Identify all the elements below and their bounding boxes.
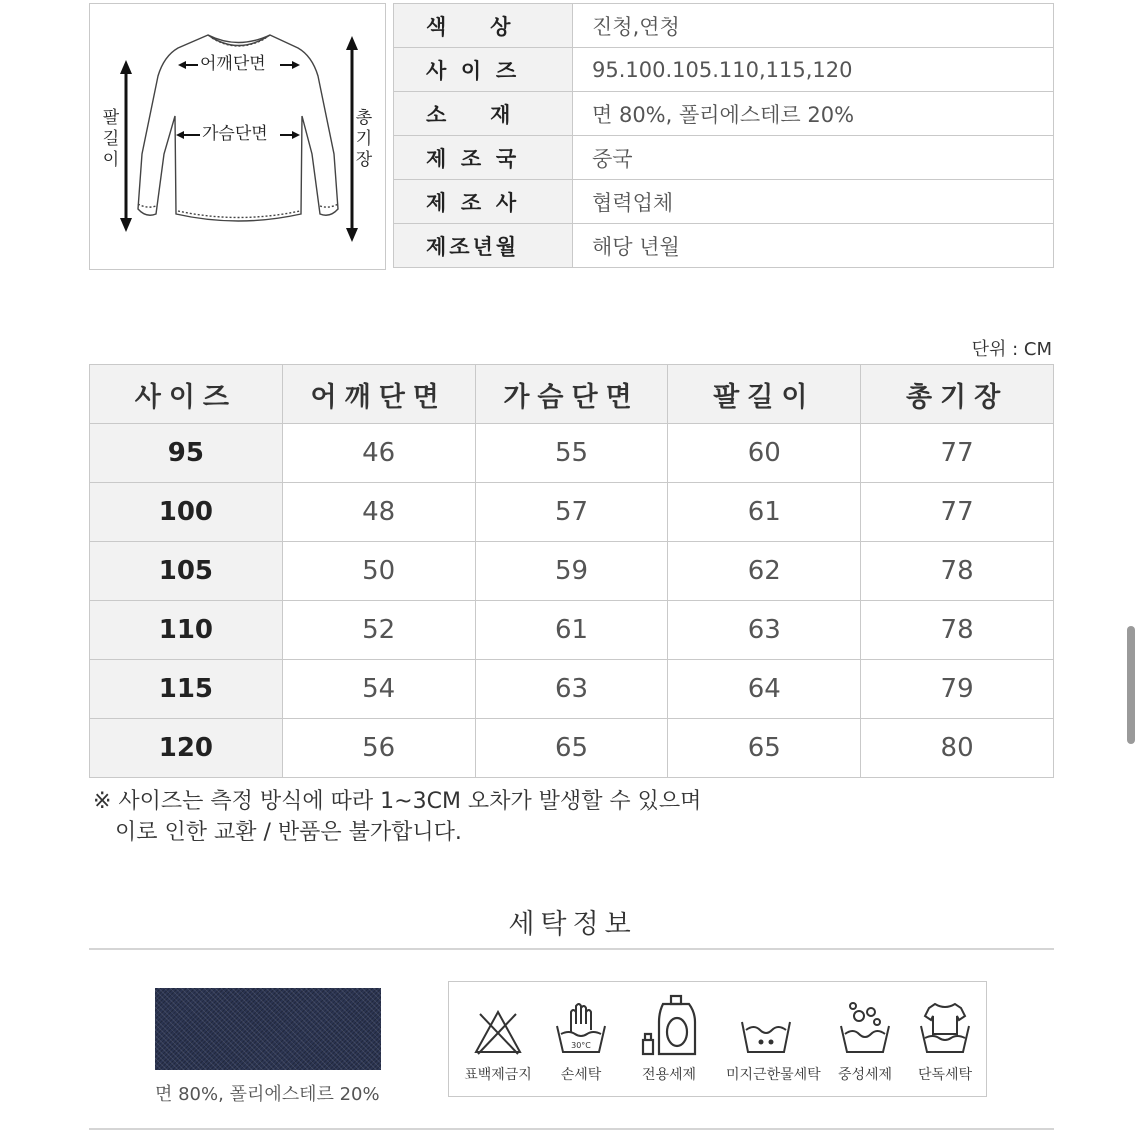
sleeve-length-label: 팔길이 [102,108,120,170]
info-key: 제 조 국 [394,136,573,180]
info-key: 제조년월 [394,224,573,268]
care-item [541,990,621,1084]
table-cell: 52 [282,601,475,660]
wash-info-title: 세탁정보 [508,909,637,940]
table-cell: 59 [475,542,668,601]
fabric-swatch [155,988,381,1070]
table-cell: 77 [861,483,1054,542]
table-row [90,719,1054,778]
care-icons-box [448,981,987,1097]
scrollbar-thumb[interactable] [1127,626,1135,744]
info-value: 중국 [573,136,1054,180]
info-value: 95.100.105.110,115,120 [573,48,1054,92]
neutral-detergent-icon [835,990,895,1060]
table-cell: 46 [282,424,475,483]
table-cell: 63 [668,601,861,660]
size-cell: 95 [90,424,283,483]
info-value: 면 80%, 폴리에스테르 20% [573,92,1054,136]
care-label: 전용세제 [641,1067,697,1083]
size-table [89,364,1054,778]
care-label: 단독세탁 [917,1067,973,1083]
size-table-header [90,365,1054,424]
table-row [90,660,1054,719]
care-item [905,990,985,1084]
table-row [90,542,1054,601]
size-notice [93,786,701,848]
no-bleach-icon [468,990,528,1060]
care-label: 표백제금지 [464,1067,532,1083]
info-row-date [394,224,1054,268]
table-cell: 64 [668,660,861,719]
info-row-size [394,48,1054,92]
table-cell: 61 [668,483,861,542]
table-cell: 65 [668,719,861,778]
info-row-manufacturer [394,180,1054,224]
column-header: 총기장 [861,365,1054,424]
fabric-label: 면 80%, 폴리에스테르 20% [155,1084,380,1105]
table-cell: 63 [475,660,668,719]
detergent-bottle-icon [639,990,699,1060]
info-row-color [394,4,1054,48]
care-item [825,990,905,1084]
table-row [90,424,1054,483]
info-key: 색 상 [394,4,573,48]
info-key: 사 이 즈 [394,48,573,92]
total-length-label: 총기장 [355,108,373,170]
hand-wash-icon [551,990,611,1060]
column-header: 가슴단면 [475,365,668,424]
table-cell: 50 [282,542,475,601]
table-cell: 65 [475,719,668,778]
divider [89,1128,1054,1130]
size-cell: 120 [90,719,283,778]
size-cell: 100 [90,483,283,542]
info-row-country [394,136,1054,180]
care-item [726,990,821,1084]
table-cell: 56 [282,719,475,778]
chest-width-label: 가슴단면 [202,124,268,144]
table-cell: 57 [475,483,668,542]
table-cell: 77 [861,424,1054,483]
table-row [90,601,1054,660]
care-label: 미지근한물세탁 [726,1067,821,1083]
table-cell: 60 [668,424,861,483]
size-cell: 105 [90,542,283,601]
info-value: 진청,연청 [573,4,1054,48]
care-item [458,990,538,1084]
table-cell: 78 [861,542,1054,601]
table-row [90,483,1054,542]
table-cell: 62 [668,542,861,601]
table-cell: 80 [861,719,1054,778]
garment-diagram [89,3,386,270]
care-item [629,990,709,1084]
notice-line: ※ 사이즈는 측정 방식에 따라 1~3CM 오차가 발생할 수 있으며 [93,789,702,814]
shoulder-width-label: 어깨단면 [200,54,266,74]
info-value: 협력업체 [573,180,1054,224]
table-cell: 48 [282,483,475,542]
size-cell: 110 [90,601,283,660]
info-value: 해당 년월 [573,224,1054,268]
size-cell: 115 [90,660,283,719]
column-header: 팔길이 [668,365,861,424]
care-label: 손세탁 [560,1067,602,1083]
table-cell: 78 [861,601,1054,660]
table-cell: 54 [282,660,475,719]
divider [89,948,1054,950]
info-key: 소 재 [394,92,573,136]
unit-label: 단위 : CM [971,339,1052,360]
table-cell: 61 [475,601,668,660]
notice-line: 이로 인한 교환 / 반품은 불가합니다. [115,820,462,845]
svg-text:30°C: 30°C [571,1041,591,1050]
column-header: 어깨단면 [282,365,475,424]
care-label: 중성세제 [837,1067,893,1083]
info-key: 제 조 사 [394,180,573,224]
table-cell: 55 [475,424,668,483]
wash-separately-icon [915,990,975,1060]
table-cell: 79 [861,660,1054,719]
product-info-table [393,3,1054,268]
lukewarm-wash-icon [736,990,796,1060]
column-header: 사이즈 [90,365,283,424]
info-row-material [394,92,1054,136]
